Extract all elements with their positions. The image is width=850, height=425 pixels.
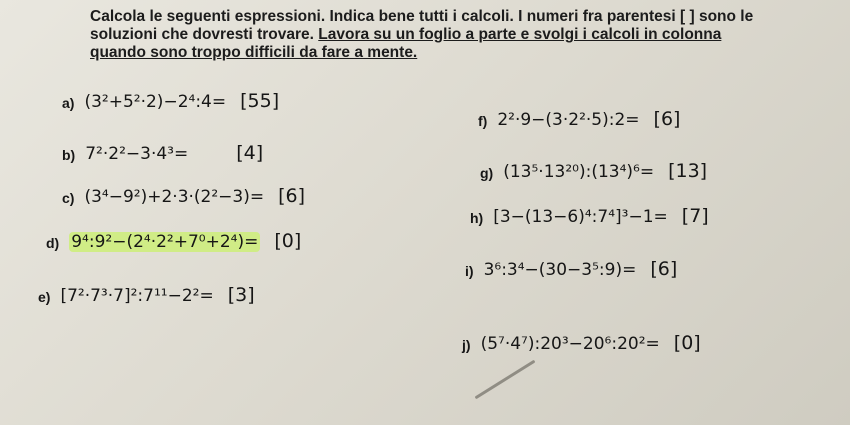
exercise-answer: [55] [240,90,280,112]
exercise-label: c) [62,189,75,206]
exercise-answer: [4] [236,142,264,164]
exercise-answer: [13] [668,160,708,182]
exercise-expression: (3⁴−9²)+2·3·(2²−3)= [84,187,265,207]
exercise-j [462,332,701,354]
exercise-label: e) [38,288,51,305]
exercise-expression: (3²+5²·2)−2⁴:4= [84,92,227,112]
exercise-i [465,258,677,280]
exercise-label: b) [62,146,76,163]
exercise-expression: 3⁶:3⁴−(30−3⁵:9)= [483,260,637,280]
exercise-answer: [0] [673,332,701,354]
exercise-answer: [6] [653,108,681,130]
exercise-label: i) [465,262,474,279]
exercise-expression: 7²·2²−3·4³= [85,144,189,164]
exercise-label: a) [62,94,75,111]
instructions-line-1: Calcola le seguenti espressioni. Indica bene tutti i calcoli. I numeri fra parentesi [ ] sono le [90,8,754,25]
exercise-expression: [3−(13−6)⁴:7⁴]³−1= [493,207,668,227]
exercise-h [470,205,709,227]
exercise-expression: 2²·9−(3·2²·5):2= [497,110,640,130]
exercise-d [46,230,301,252]
exercise-expression: [7²·7³·7]²:7¹¹−2²= [60,286,214,306]
exercise-c [62,185,305,207]
pencil-mark [475,360,536,400]
instructions [90,8,830,62]
exercise-e [38,284,255,306]
exercise-f [478,108,680,130]
exercise-a [62,90,279,112]
exercise-answer: [0] [274,230,302,252]
exercise-answer: [6] [650,258,678,280]
exercise-g [480,160,707,182]
exercise-label: d) [46,234,60,251]
instructions-line-2b: Lavora su un foglio a parte e svolgi i calcoli in colonna [318,26,722,43]
exercise-b [62,142,263,164]
exercise-answer: [7] [681,205,709,227]
exercise-expression: (5⁷·4⁷):20³−20⁶:20²= [480,334,660,354]
exercise-label: g) [480,164,494,181]
instructions-line-2a: soluzioni che dovresti trovare. [90,26,319,43]
exercise-expression: (13⁵·13²⁰):(13⁴)⁶= [503,162,655,182]
exercise-label: f) [478,112,488,129]
instructions-line-2 [90,26,830,44]
exercise-answer: [6] [278,185,306,207]
exercise-label: j) [462,336,471,353]
exercise-label: h) [470,209,484,226]
instructions-line-3: quando sono troppo difficili da fare a mente. [90,44,418,61]
exercise-expression: 9⁴:9²−(2⁴·2²+7⁰+2⁴)= [71,232,259,252]
exercise-answer: [3] [227,284,255,306]
